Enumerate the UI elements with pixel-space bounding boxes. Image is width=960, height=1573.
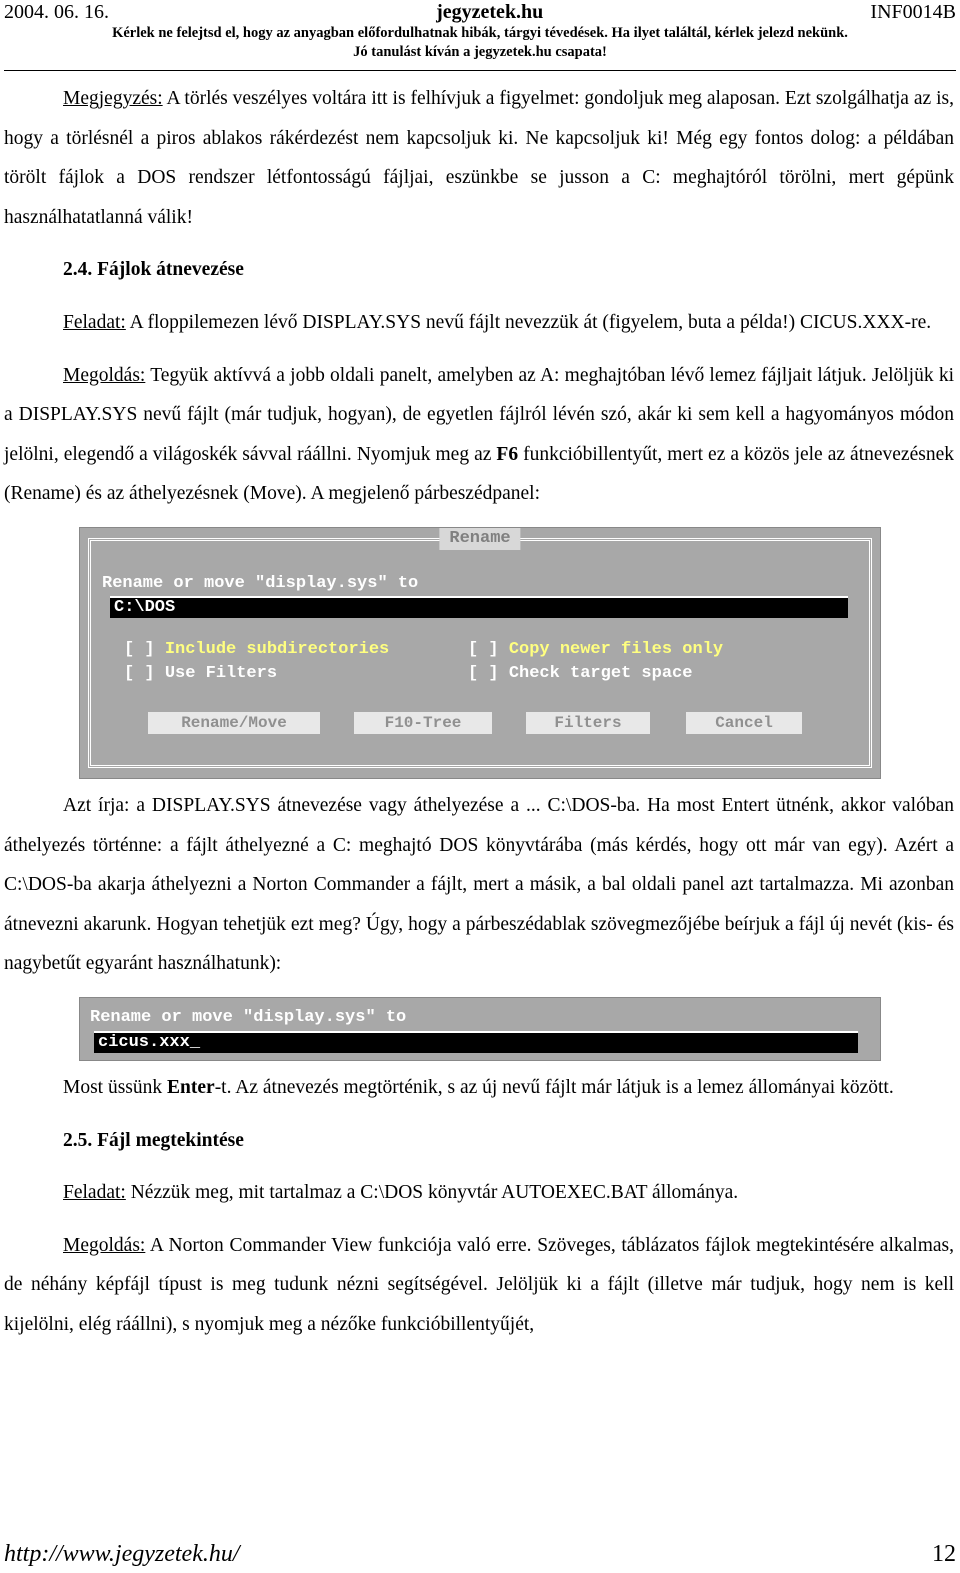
task-paragraph <box>4 303 954 343</box>
page-number: 12 <box>932 1541 956 1567</box>
dialog2-input: cicus.xxx_ <box>94 1031 858 1053</box>
header-site: jegyzetek.hu <box>436 1 544 23</box>
option-include-subdirectories <box>124 640 389 660</box>
rename-move-button: Rename/Move <box>148 712 320 734</box>
after-dialog-paragraph: Azt írja: a DISPLAY.SYS átnevezése vagy áthelyezése a ... C:\DOS-ba. Ha most Entert ütnénk, akkor valóban áthelyezés történne: a fájlt áthelyezné a C: meghajtó DOS könyvtárába (más kérdés, hogy ott már van egy). Azért a C:\DOS-ba akarja áthelyezni a Norton Commander a fájlt, mert a másik, a bal oldali panel azt tartalmazza. Mi azonban átnevezni akarunk. Hogyan tehetjük ezt meg? Úgy, hogy a párbeszédablak szövegmezőjébe beírjuk a fájl új nevét (kis- és nagybetűt egyaránt használhatunk): <box>4 794 954 975</box>
f10-tree-button: F10-Tree <box>354 712 492 734</box>
option-checkbox: [ ] <box>468 663 509 683</box>
note-paragraph <box>4 79 954 237</box>
option-use-filters <box>124 664 277 684</box>
section-heading-2-5: 2.5. Fájl megtekintése <box>63 1129 244 1151</box>
task25-text: Nézzük meg, mit tartalmaz a C:\DOS könyvtár AUTOEXEC.BAT állománya. <box>125 1182 739 1204</box>
rename-input-screenshot <box>79 997 881 1061</box>
enter-paragraph <box>4 1068 954 1108</box>
option-checkbox: [ ] <box>124 639 165 659</box>
filters-button: Filters <box>526 712 650 734</box>
dialog2-prompt: Rename or move "display.sys" to <box>90 1007 407 1027</box>
footer-url[interactable]: http://www.jegyzetek.hu/ <box>4 1541 240 1567</box>
option-label: Check target space <box>508 663 693 683</box>
option-copy-newer <box>468 640 723 660</box>
cancel-button: Cancel <box>686 712 802 734</box>
header-date: 2004. 06. 16. <box>4 1 109 23</box>
solution-text-a: Tegyük aktívvá a jobb oldali panelt, amelyben az A: meghajtóban lévő lemez fájljait látjuk. Jelöljük ki a DISPLAY.SYS nevű fájlt (már tudjuk, hogyan), de egyetlen fájlról lévén szó, akár ki sem kell a hagyományos módon jelölni, elegendő a világoskék sávval ráállni. Nyomjuk meg az <box>4 364 954 465</box>
task-label: Feladat: <box>63 311 126 333</box>
note-label: Megjegyzés: <box>63 88 163 109</box>
solution-key: F6 <box>496 443 519 465</box>
option-checkbox: [ ] <box>468 639 509 659</box>
page-header <box>4 0 956 62</box>
note-text: A törlés veszélyes voltára itt is felhívjuk a figyelmet: gondoljuk meg alaposan. Ezt szolgálhatja az is, hogy a törlésnél a piros ablakos rákérdezést nem kapcsoljuk ki. Ne kapcsoljuk ki! Még egy fontos dolog: a példában törölt fájlok a DOS rendszer létfontosságú fájljai, eszünkbe se jusson a C: meghajtóról törölni, mert gépünk használhatatlanná válik! <box>4 88 954 228</box>
dialog-input: C:\DOS <box>110 596 848 618</box>
option-checkbox: [ ] <box>124 663 165 683</box>
solution25-paragraph <box>4 1226 954 1345</box>
solution25-text: A Norton Commander View funkciója való erre. Szöveges, táblázatos fájlok megtekintésére alkalmas, de néhány képfájl típust is meg tudunk nézni segítségével. Jelöljük ki a fájlt (illetve már tudjuk, hogy nem is kell kijelölni, elég ráállni), s nyomjuk meg a nézőke funkcióbillentyűjét, <box>4 1234 954 1335</box>
page-content <box>4 79 954 1344</box>
rename-dialog-screenshot <box>79 527 881 779</box>
task-text: A floppilemezen lévő DISPLAY.SYS nevű fájlt nevezzük át (figyelem, buta a példa!) CICUS.XXX-re. <box>125 311 932 333</box>
solution-paragraph <box>4 356 954 514</box>
header-divider <box>4 70 956 71</box>
header-code: INF0014B <box>870 1 956 23</box>
dialog-prompt: Rename or move "display.sys" to <box>102 573 419 593</box>
option-label: Copy newer files only <box>508 639 724 659</box>
dialog-title: Rename <box>439 528 520 550</box>
header-note-1: Kérlek ne felejtsd el, hogy az anyagban előfordulhatnak hibák, tárgyi tévedések. Ha ilyet találtál, kérlek jelezd nekünk. <box>112 25 848 41</box>
enter-text-b: -t. Az átnevezés megtörténik, s az új nevű fájlt már látjuk is a lemez állományai között. <box>214 1076 894 1098</box>
option-label: Include subdirectories <box>164 639 390 659</box>
section-heading-2-4: 2.4. Fájlok átnevezése <box>63 259 244 281</box>
page-footer <box>4 1538 956 1570</box>
task25-label: Feladat: <box>63 1182 126 1204</box>
solution25-label: Megoldás: <box>63 1234 146 1256</box>
enter-text-a: Most üssünk <box>63 1076 168 1098</box>
task25-paragraph <box>4 1173 954 1213</box>
option-label: Use Filters <box>164 663 278 683</box>
enter-key: Enter <box>167 1076 215 1098</box>
option-check-target <box>468 664 692 684</box>
solution-text-b: funkcióbillentyűt, mert ez a közös jele az átnevezésnek (Rename) és az áthelyezésnek (Move). A megjelenő párbeszédpanel: <box>4 443 954 505</box>
header-note-2: Jó tanulást kíván a jegyzetek.hu csapata! <box>353 44 607 60</box>
solution-label: Megoldás: <box>63 364 146 386</box>
